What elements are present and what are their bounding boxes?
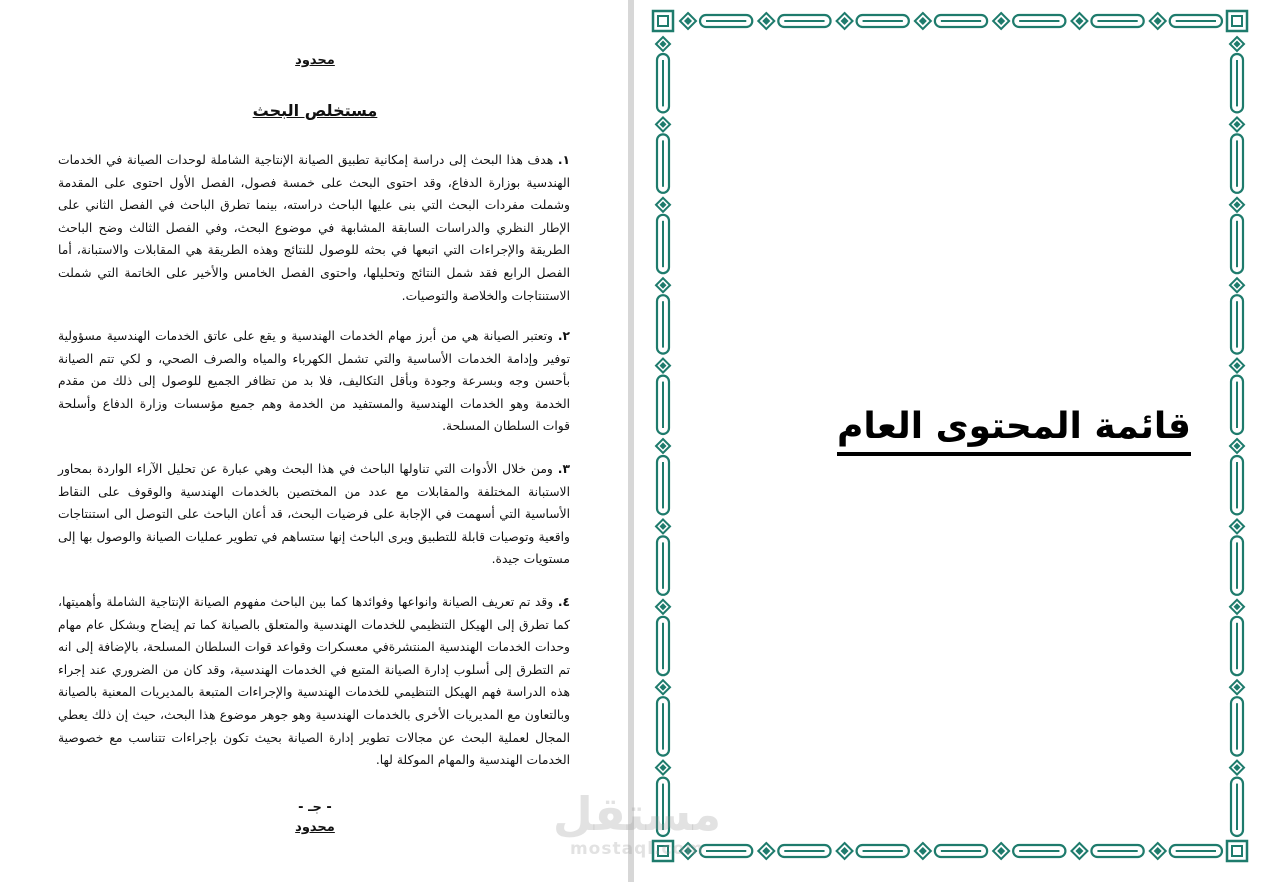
border-diamond-core — [1154, 847, 1162, 855]
classification-header: محدود — [295, 53, 335, 68]
border-diamond-core — [660, 523, 667, 530]
border-diamond-core — [684, 17, 692, 25]
border-diamond-core — [1075, 17, 1083, 25]
border-corner — [653, 841, 673, 861]
border-diamond-core — [660, 41, 667, 48]
border-diamond-core — [762, 847, 770, 855]
table-of-contents-title — [734, 402, 1268, 456]
border-diamond-core — [1234, 362, 1241, 369]
border-diamond-core — [660, 201, 667, 208]
classification-footer: محدود — [295, 820, 335, 835]
abstract-title: مستخلص البحث — [252, 101, 378, 120]
border-diamond-core — [919, 847, 927, 855]
border-diamond-core — [660, 362, 667, 369]
border-diamond-core — [841, 847, 849, 855]
title-text: قائمة المحتوى العام — [837, 402, 1191, 456]
border-diamond-core — [660, 282, 667, 289]
border-corner-inner — [1232, 16, 1242, 26]
abstract-paragraph-4 — [58, 591, 570, 772]
watermark-arabic: مستقل — [552, 787, 722, 841]
paragraph-number: ٢. — [557, 329, 570, 343]
border-diamond-core — [660, 443, 667, 450]
right-page — [634, 0, 1268, 882]
border-diamond-core — [1075, 847, 1083, 855]
border-diamond-core — [841, 17, 849, 25]
border-corner — [653, 11, 673, 31]
border-corner — [1227, 11, 1247, 31]
border-diamond-core — [1234, 523, 1241, 530]
paragraph-number: ٤. — [557, 595, 570, 609]
border-diamond-core — [1234, 282, 1241, 289]
page-number: - جـ - — [298, 800, 332, 815]
paragraph-text: وقد تم تعريف الصيانة وانواعها وفوائدها كما بين الباحث مفهوم الصيانة الإنتاجية الشاملة وأهميتها، كما تطرق إلى الهيكل التنظيمي للخدمات الهندسية والمتعلق بالصيانة كما تم إيضاح وبشكل عام مهام وحدات الخدمات الهندسية المنتشرةفي معسكرات وقواعد قوات السلطان المسلحة، بالإضافة إلى انه تم التطرق إلى أسلوب إدارة الصيانة المتبع في الخدمات الهندسية، وقد كان من الضروري عند إجراء هذه الدراسة فهم الهيكل التنظيمي للخدمات الهندسية والإجراءات المتبعة بالمديريات المعنية بالصيانة وبالتعاون مع المديريات الأخرى بالخدمات الهندسية وهو جوهر موضوع هذا البحث، حيث إن ذلك يعطي المجال لعملية البحث عن مجالات تطوير إدارة الصيانة بحيث تكون بإجراءات تتناسب مع خصوصية الخدمات الهندسية والمهام الموكلة لها. — [58, 595, 570, 768]
abstract-paragraph-2 — [58, 325, 570, 438]
border-diamond-core — [1234, 603, 1241, 610]
border-diamond-core — [660, 764, 667, 771]
border-diamond-core — [660, 684, 667, 691]
border-diamond-core — [997, 847, 1005, 855]
border-diamond-core — [1154, 17, 1162, 25]
border-diamond-core — [762, 17, 770, 25]
border-diamond-core — [1234, 764, 1241, 771]
border-diamond-core — [919, 17, 927, 25]
abstract-paragraph-1 — [58, 149, 570, 307]
border-diamond-core — [660, 121, 667, 128]
border-diamond-core — [660, 603, 667, 610]
border-diamond-core — [997, 17, 1005, 25]
border-diamond-core — [1234, 41, 1241, 48]
border-diamond-core — [1234, 684, 1241, 691]
left-page — [0, 0, 628, 882]
paragraph-text: ومن خلال الأدوات التي تناولها الباحث في هذا البحث وهي عبارة عن تحليل الآراء الواردة بمحاور الاستبانة المختلفة والمقابلات مع عدد من المختصين بالخدمات الهندسية والوقوف على النقاط الأساسية التي أسهمت في الإجابة على فرضيات البحث، قد أعان الباحث على التوصل الى استنتاجات واقعية وتوصيات قابلة للتطبيق ويرى الباحث إنها ستساهم في تطوير عمليات الصيانة والوصول بها إلى مستويات جيدة. — [58, 462, 570, 567]
border-corner-inner — [658, 16, 668, 26]
border-corner-inner — [1232, 846, 1242, 856]
border-corner — [1227, 841, 1247, 861]
border-corner-inner — [658, 846, 668, 856]
watermark-latin: mostaql.com — [569, 839, 705, 859]
border-diamond-core — [1234, 201, 1241, 208]
paragraph-number: ٣. — [557, 462, 570, 476]
abstract-paragraph-3 — [58, 458, 570, 571]
paragraph-text: وتعتبر الصيانة هي من أبرز مهام الخدمات الهندسية و يقع على عاتق الخدمات الهندسية مسؤولية توفير وإدامة الخدمات الأساسية والتي تشمل الكهرباء والمياه والصرف الصحي، و لكي تتم الصيانة بأحسن وجه وبسرعة وجودة وبأقل التكاليف، فلا بد من تظافر الجميع للوصول إلى ذلك من مقدم الخدمة وهو الخدمات الهندسية والمستفيد من الخدمة وهم جميع مؤسسات وزارة الدفاع وأسلحة قوات السلطان المسلحة. — [58, 329, 570, 434]
border-diamond-core — [684, 847, 692, 855]
border-diamond-core — [1234, 121, 1241, 128]
paragraph-number: ١. — [557, 153, 570, 167]
paragraph-text: هدف هذا البحث إلى دراسة إمكانية تطبيق الصيانة الإنتاجية الشاملة لوحدات الصيانة في الخدمات الهندسية بوزارة الدفاع، وقد احتوى البحث على خمسة فصول، الفصل الأول احتوى على المقدمة وشملت مفردات البحث التي بنى عليها الباحث دراسته، بينما تطرق الباحث في الفصل الثاني على الإطار النظري والدراسات السابقة المشابهة في موضوع البحث، وفي الفصل الثالث وضح الباحث الطريقة والإجراءات التي اتبعها في بحثه للوصول للنتائج وهذه الطريقة هي المقابلات والاستبانة، أما الفصل الرابع فقد شمل النتائج وتحليلها، واحتوى الفصل الخامس والأخير على الخاتمة التي شملت الاستنتاجات والخلاصة والتوصيات. — [58, 153, 570, 303]
